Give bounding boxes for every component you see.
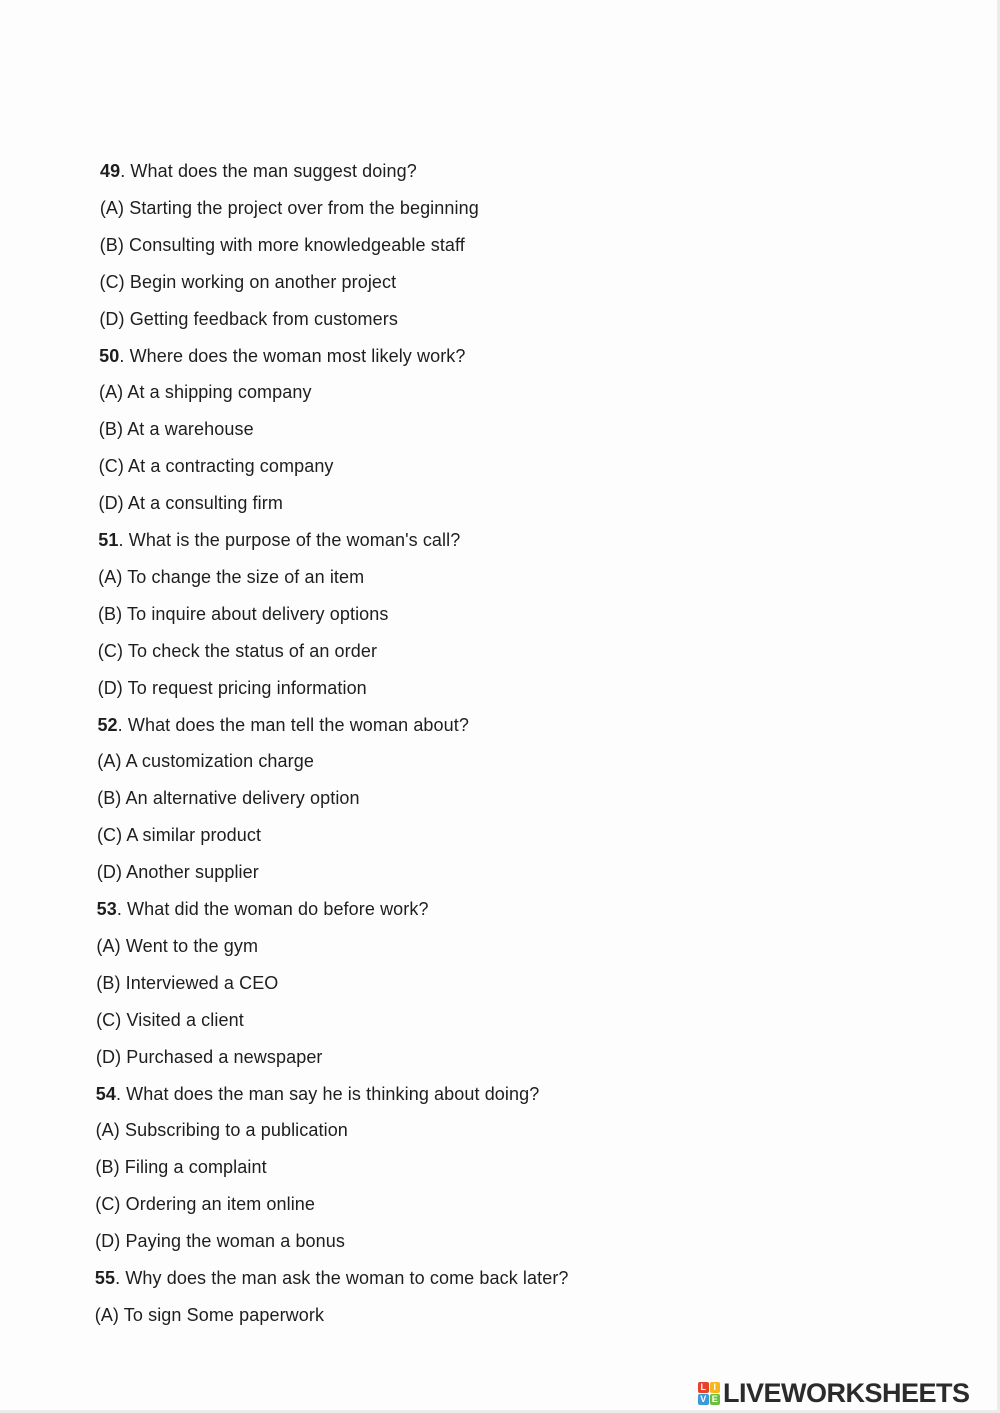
- answer-option: (C) To check the status of an order: [97, 640, 378, 661]
- question-text: . Where does the woman most likely work?: [119, 345, 466, 366]
- logo-tile: I: [710, 1382, 721, 1393]
- logo-tile: V: [698, 1394, 709, 1405]
- question-number: 54: [95, 1083, 116, 1104]
- question-text: . What is the purpose of the woman's call?: [118, 530, 461, 550]
- answer-option: (C) Visited a client: [96, 1009, 244, 1030]
- question-text: . What does the man tell the woman about?: [117, 714, 469, 735]
- answer-option: (B) To inquire about delivery options: [97, 603, 389, 624]
- question-number: 55: [94, 1268, 116, 1288]
- answer-option: (B) Filing a complaint: [95, 1157, 267, 1178]
- question-stem: [100, 160, 417, 182]
- logo-tile: E: [710, 1394, 721, 1405]
- answer-option: (C) A similar product: [96, 825, 262, 846]
- question-number: 53: [96, 899, 117, 919]
- answer-option: (C) At a contracting company: [98, 456, 334, 477]
- question-number: 52: [97, 714, 118, 735]
- answer-option: (D) To request pricing information: [97, 677, 367, 698]
- answer-option: (B) At a warehouse: [98, 419, 254, 440]
- question-number: 51: [98, 530, 119, 550]
- question-stem: [99, 345, 465, 367]
- answer-option: (B) Consulting with more knowledgeable staff: [99, 234, 465, 255]
- answer-option: (A) To change the size of an item: [98, 566, 365, 587]
- question-stem: [97, 898, 429, 920]
- answer-option: (D) At a consulting firm: [98, 493, 283, 514]
- brand-name: LIVEWORKSHEETS: [723, 1377, 970, 1408]
- liveworksheets-logo-icon: [698, 1382, 720, 1404]
- answer-option: (B) An alternative delivery option: [97, 788, 360, 809]
- answer-option: (A) Subscribing to a publication: [95, 1120, 348, 1141]
- answer-option: (D) Paying the woman a bonus: [95, 1231, 345, 1252]
- answer-option: (B) Interviewed a CEO: [96, 972, 279, 993]
- question-text: . What did the woman do before work?: [116, 899, 429, 919]
- liveworksheets-logo: [698, 1378, 970, 1408]
- answer-option: (A) To sign Some paperwork: [94, 1304, 325, 1325]
- question-stem: [96, 1083, 540, 1105]
- logo-tile: L: [698, 1382, 709, 1393]
- answer-option: (D) Another supplier: [96, 862, 259, 883]
- answer-option: (C) Begin working on another project: [99, 271, 397, 292]
- question-number: 50: [99, 345, 120, 366]
- question-number: 49: [100, 161, 121, 181]
- question-text: . Why does the man ask the woman to come back later?: [115, 1268, 569, 1288]
- answer-option: (A) At a shipping company: [98, 382, 312, 403]
- answer-option: (A) Went to the gym: [96, 935, 259, 956]
- question-stem: [97, 714, 469, 736]
- answer-option: (C) Ordering an item online: [95, 1194, 316, 1215]
- question-text: . What does the man say he is thinking about doing?: [115, 1083, 540, 1104]
- answer-option: (A) Starting the project over from the beginning: [99, 197, 479, 218]
- answer-option: (D) Purchased a newspaper: [95, 1046, 323, 1067]
- question-text: . What does the man suggest doing?: [120, 161, 417, 181]
- question-stem: [95, 1267, 569, 1289]
- answer-option: (D) Getting feedback from customers: [99, 308, 398, 329]
- question-stem: [98, 529, 460, 551]
- answer-option: (A) A customization charge: [97, 751, 314, 772]
